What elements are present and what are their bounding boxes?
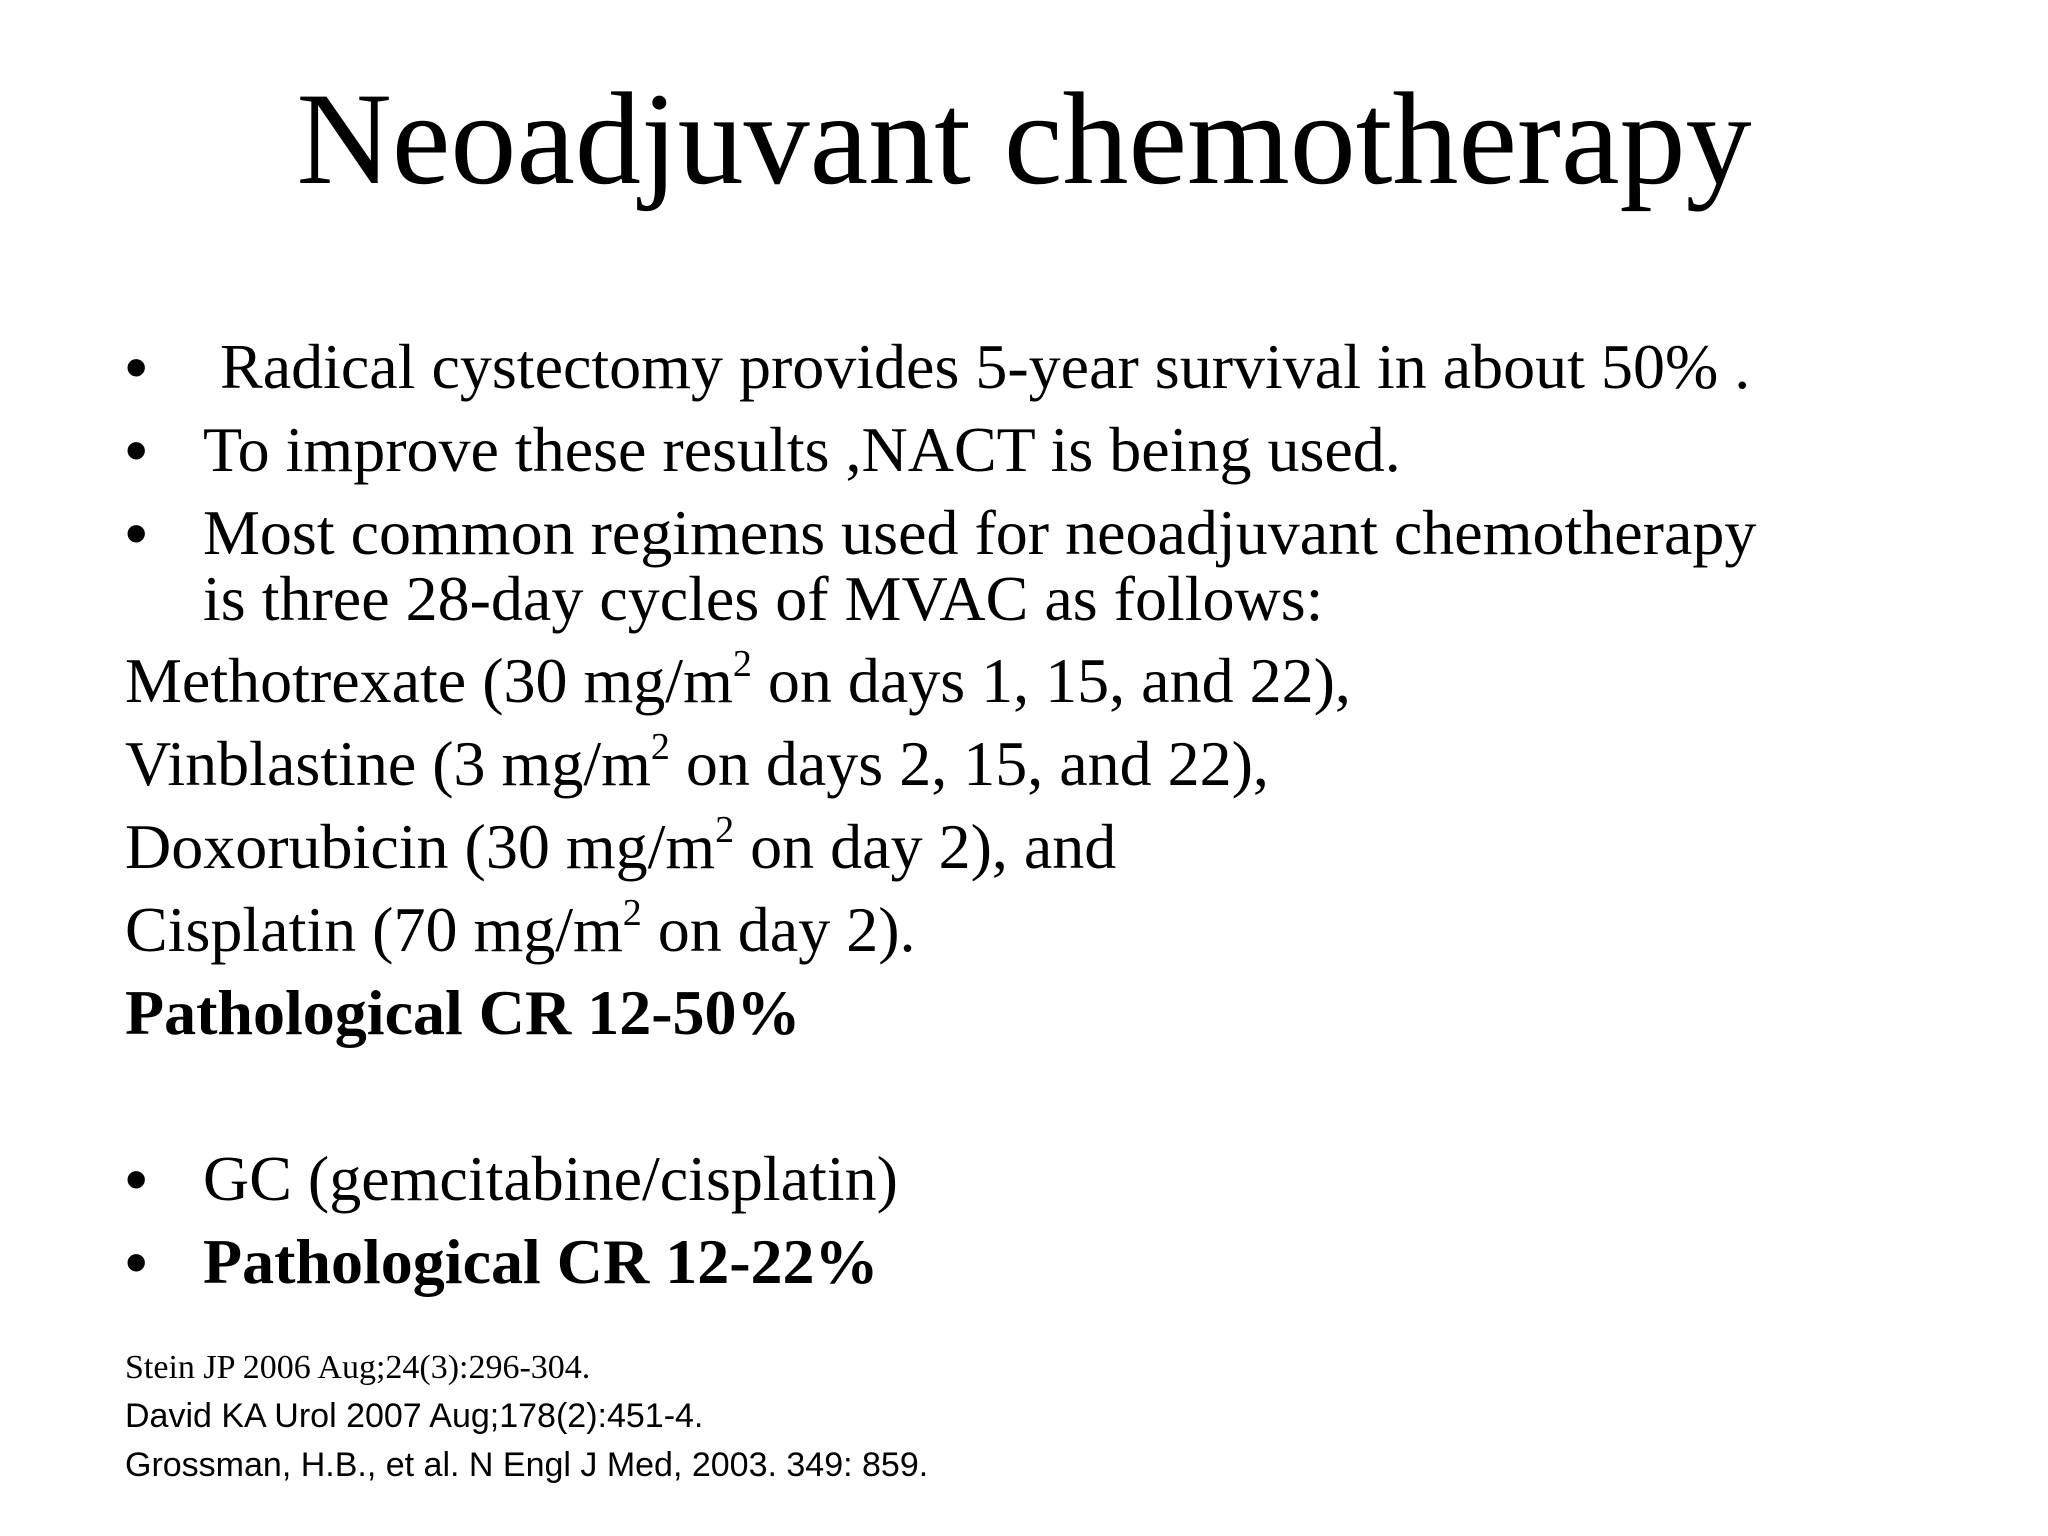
unit-superscript: 2 [715, 809, 735, 851]
bullet-marker: • [125, 414, 148, 486]
regimen-schedule: on days 2, 15, and 22), [669, 728, 1269, 799]
unit-superscript: 2 [650, 726, 670, 768]
bullet-text-gc: GC (gemcitabine/cisplatin) [203, 1143, 898, 1214]
unit-superscript: 2 [732, 643, 752, 685]
bullet-text-regimens-continuation: is three 28-day cycles of MVAC as follows: [203, 563, 1324, 634]
regimen-line-cisplatin [125, 891, 916, 969]
bullet-marker: • [125, 1143, 148, 1215]
regimen-line-doxorubicin [125, 808, 1116, 886]
regimen-drug-dose: Vinblastine (3 mg/m [125, 728, 651, 799]
regimen-line-vinblastine [125, 725, 1269, 803]
regimen-schedule: on days 1, 15, and 22), [751, 645, 1351, 716]
bullet-text-survival: Radical cystectomy provides 5-year survival in about 50% . [220, 331, 1751, 402]
bullet-marker: • [125, 1226, 148, 1298]
regimen-line-methotrexate [125, 642, 1351, 720]
reference-grossman: Grossman, H.B., et al. N Engl J Med, 2003. 349: 859. [125, 1446, 929, 1484]
reference-stein: Stein JP 2006 Aug;24(3):296-304. [125, 1349, 591, 1386]
regimen-drug-dose: Methotrexate (30 mg/m [125, 645, 733, 716]
bullet-marker: • [125, 331, 148, 403]
regimen-schedule: on day 2). [641, 894, 916, 965]
gc-pathological-cr: Pathological CR 12-22% [203, 1226, 879, 1297]
regimen-drug-dose: Doxorubicin (30 mg/m [125, 811, 716, 882]
unit-superscript: 2 [622, 892, 642, 934]
slide-title: Neoadjuvant chemotherapy [296, 65, 1752, 212]
regimen-schedule: on day 2), and [734, 811, 1117, 882]
reference-david: David KA Urol 2007 Aug;178(2):451-4. [125, 1397, 704, 1435]
bullet-text-regimens: Most common regimens used for neoadjuvant chemotherapy [203, 497, 1757, 568]
bullet-marker: • [125, 497, 148, 569]
regimen-drug-dose: Cisplatin (70 mg/m [125, 894, 623, 965]
mvac-pathological-cr: Pathological CR 12-50% [125, 977, 801, 1048]
bullet-text-nact: To improve these results ,NACT is being used. [203, 414, 1401, 485]
